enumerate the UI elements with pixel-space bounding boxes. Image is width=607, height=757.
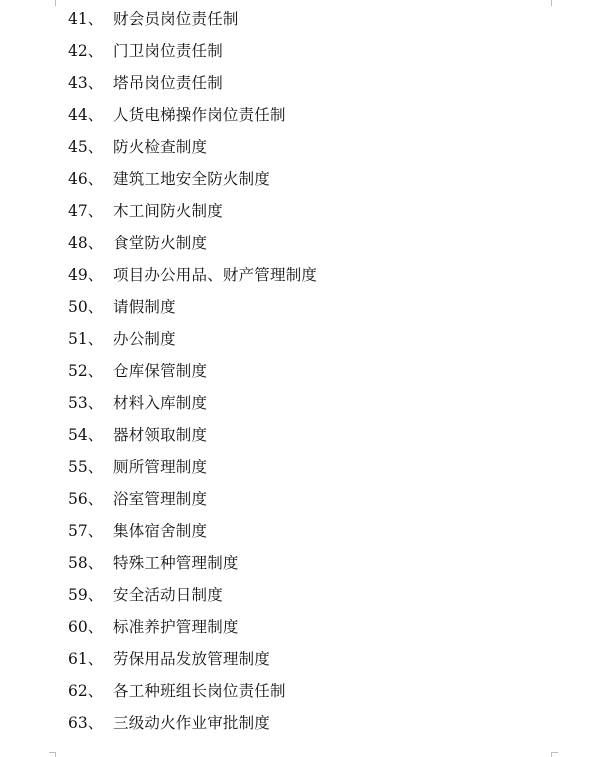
item-title: 食堂防火制度	[113, 234, 208, 252]
item-number: 43、	[68, 74, 104, 92]
item-title: 门卫岗位责任制	[113, 42, 223, 60]
item-number: 47、	[68, 202, 104, 220]
list-item	[0, 259, 607, 291]
item-number: 50、	[68, 298, 104, 316]
list-item	[0, 675, 607, 707]
list-item	[0, 163, 607, 195]
item-number: 61、	[68, 650, 104, 668]
item-number: 58、	[68, 554, 104, 572]
item-title: 劳保用品发放管理制度	[113, 650, 271, 668]
list-item	[0, 195, 607, 227]
crop-mark-bottom-right	[551, 752, 558, 753]
item-title: 防火检查制度	[113, 138, 208, 156]
item-title: 标准养护管理制度	[113, 618, 239, 636]
item-title: 办公制度	[113, 330, 176, 348]
list-item	[0, 547, 607, 579]
item-number: 41、	[68, 10, 104, 28]
item-number: 59、	[68, 586, 104, 604]
item-title: 安全活动日制度	[113, 586, 223, 604]
item-number: 52、	[68, 362, 104, 380]
item-title: 材料入库制度	[113, 394, 208, 412]
list-item	[0, 323, 607, 355]
item-title: 集体宿舍制度	[113, 522, 208, 540]
item-number: 42、	[68, 42, 104, 60]
crop-mark-bottom-left-vertical	[55, 752, 56, 757]
item-title: 厕所管理制度	[113, 458, 208, 476]
item-title: 浴室管理制度	[113, 490, 208, 508]
list-item	[0, 99, 607, 131]
item-title: 建筑工地安全防火制度	[113, 170, 271, 188]
item-title: 财会员岗位责任制	[113, 10, 239, 28]
list-item	[0, 419, 607, 451]
list-item	[0, 579, 607, 611]
item-title: 项目办公用品、财产管理制度	[113, 266, 318, 284]
list-item	[0, 611, 607, 643]
crop-mark-bottom-right-vertical	[551, 752, 552, 757]
item-number: 46、	[68, 170, 104, 188]
item-number: 55、	[68, 458, 104, 476]
item-title: 三级动火作业审批制度	[113, 714, 271, 732]
list-item	[0, 3, 607, 35]
item-number: 57、	[68, 522, 104, 540]
item-number: 51、	[68, 330, 104, 348]
item-number: 49、	[68, 266, 104, 284]
item-number: 48、	[68, 234, 104, 252]
list-item	[0, 355, 607, 387]
item-number: 44、	[68, 106, 104, 124]
list-item	[0, 451, 607, 483]
regulation-list	[0, 3, 607, 739]
list-item	[0, 67, 607, 99]
list-item	[0, 483, 607, 515]
list-item	[0, 707, 607, 739]
item-number: 45、	[68, 138, 104, 156]
item-title: 特殊工种管理制度	[113, 554, 239, 572]
list-item	[0, 35, 607, 67]
item-title: 木工间防火制度	[113, 202, 223, 220]
item-number: 63、	[68, 714, 104, 732]
item-number: 54、	[68, 426, 104, 444]
item-title: 仓库保管制度	[113, 362, 208, 380]
item-number: 62、	[68, 682, 104, 700]
list-item	[0, 227, 607, 259]
item-title: 请假制度	[113, 298, 176, 316]
item-title: 各工种班组长岗位责任制	[113, 682, 286, 700]
list-item	[0, 643, 607, 675]
item-number: 53、	[68, 394, 104, 412]
list-item	[0, 131, 607, 163]
list-item	[0, 515, 607, 547]
list-item	[0, 291, 607, 323]
item-title: 人货电梯操作岗位责任制	[113, 106, 286, 124]
item-number: 56、	[68, 490, 104, 508]
item-title: 器材领取制度	[113, 426, 208, 444]
item-title: 塔吊岗位责任制	[113, 74, 223, 92]
list-item	[0, 387, 607, 419]
item-number: 60、	[68, 618, 104, 636]
